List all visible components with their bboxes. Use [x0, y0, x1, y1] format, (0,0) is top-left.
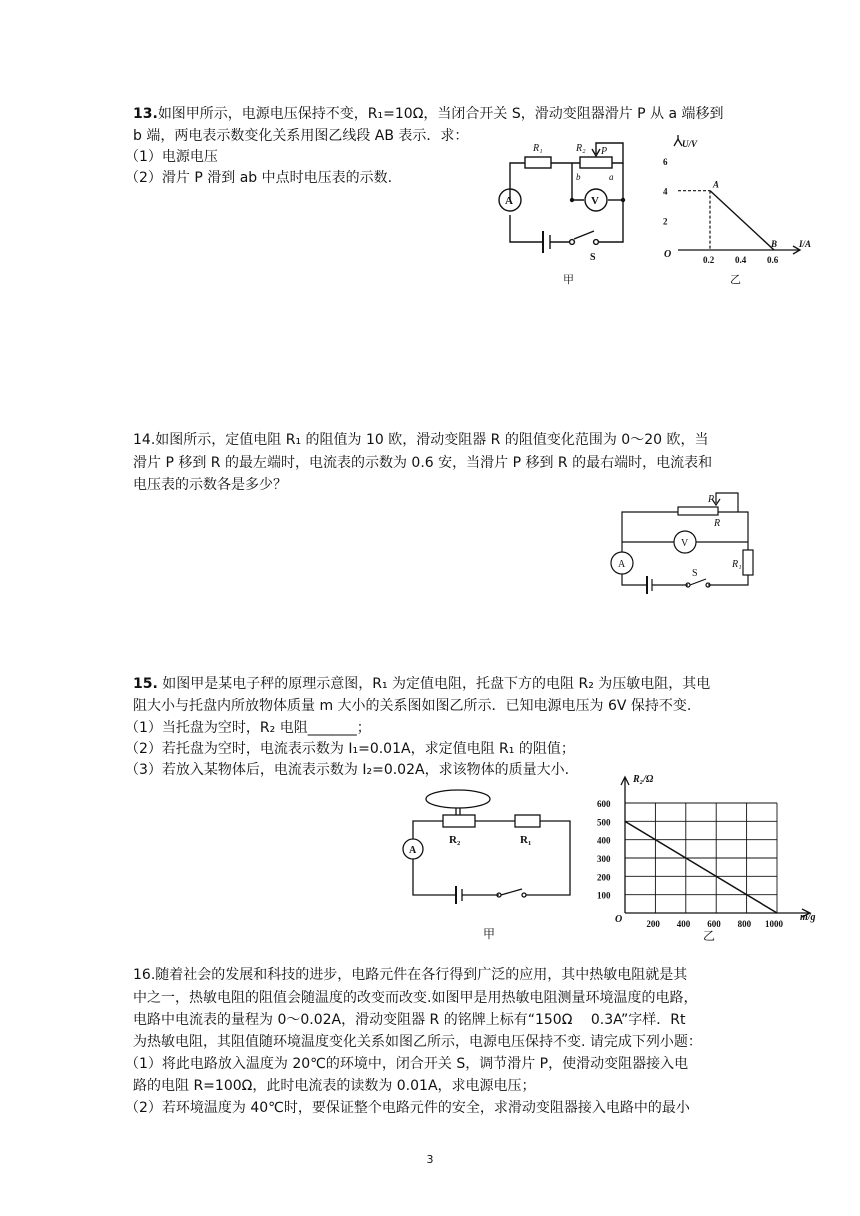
q14-voltmeter-label: V — [681, 538, 689, 549]
q13-circuit-diagram — [490, 135, 640, 285]
q15-x-tick: 600 — [707, 919, 721, 929]
q13-sub1: （1）电源电压 — [125, 149, 218, 165]
q13-sub2: （2）滑片 P 滑到 ab 中点时电压表的示数. — [125, 170, 393, 186]
q14-text-1: 如图所示，定值电阻 R₁ 的阻值为 10 欧，滑动变阻器 R 的阻值变化范围为 0～20 欧，当 — [155, 432, 709, 448]
q13-y-label: U/V — [682, 139, 698, 149]
q14-line1 — [133, 429, 708, 451]
q16-line1: 16.随着社会的发展和科技的进步，电路元件在各行得到广泛的应用，其中热敏电阻就是其 — [133, 967, 688, 983]
q14-r1-label: R₁ — [732, 559, 742, 570]
q16-sub1a: （1）将此电路放入温度为 20℃的环境中，闭合开关 S，调节滑片 P，使滑动变阻器接入电 — [125, 1056, 689, 1072]
q15-r2-sensor — [443, 815, 475, 827]
q13-p-label: P — [601, 146, 608, 157]
q15-y-tick: 200 — [597, 872, 611, 883]
q13-x-tick: 0.6 — [767, 255, 779, 265]
q15-number: 15. — [133, 676, 158, 692]
q15-x-label: m/g — [800, 912, 816, 923]
q13-r1-resistor — [525, 157, 551, 168]
q15-circuit-caption: 甲 — [483, 927, 496, 941]
q15-y-tick: 400 — [597, 835, 611, 846]
q15-sub1: （1）当托盘为空时，R₂ 电阻_______； — [125, 720, 371, 736]
q14-p-label: P — [708, 494, 715, 505]
q14-line2: 滑片 P 移到 R 的最左端时，电流表的示数为 0.6 安，当滑片 P 移到 R 的最右端时，电流表和 — [133, 455, 713, 471]
q15-r2-mass-graph — [595, 770, 830, 945]
q13-b-label: b — [576, 172, 581, 182]
q15-line2: 阻大小与托盘内所放物体质量 m 大小的关系图如图乙所示．已知电源电压为 6V 保持不变. — [133, 698, 692, 714]
q14-r1-resistor — [743, 550, 753, 575]
q13-y-tick: 6 — [663, 157, 668, 167]
q13-line1 — [133, 103, 724, 125]
q15-ammeter-label: A — [409, 845, 417, 856]
q16-sub2: （2）若环境温度为 40℃时，要保证整个电路元件的安全，求滑动变阻器接入电路中的最小 — [125, 1100, 690, 1116]
q13-circuit-caption: 甲 — [563, 274, 574, 286]
q13-r2-rheostat — [580, 157, 612, 168]
q15-sub3: （3）若放入某物体后，电流表示数为 I₂=0.02A，求该物体的质量大小. — [125, 762, 570, 778]
q13-number: 13. — [133, 106, 158, 122]
q14-switch-label: S — [692, 568, 698, 579]
q13-line2: b 端，两电表示数变化关系用图乙线段 AB 表示．求： — [133, 128, 469, 144]
q13-y-tick: 2 — [663, 216, 668, 227]
q15-graph-caption: 乙 — [703, 929, 716, 943]
q15-y-tick: 100 — [597, 890, 611, 901]
q15-data-line — [625, 821, 777, 913]
q13-r2-label: R₂ — [576, 143, 586, 154]
q15-tray — [426, 790, 490, 808]
q15-r1-label: R₁ — [520, 834, 532, 846]
q15-x-tick: 200 — [646, 919, 660, 929]
q14-ammeter-label: A — [618, 559, 626, 570]
q15-r1-resistor — [515, 815, 540, 827]
q16-line3: 电路中电流表的量程为 0～0.02A，滑动变阻器 R 的铭牌上标有“150Ω 0.3A”字样．Rt — [133, 1012, 686, 1028]
q15-x-tick: 400 — [676, 919, 691, 929]
q15-text-1: 如图甲是某电子秤的原理示意图，R₁ 为定值电阻，托盘下方的电阻 R₂ 为压敏电阻，其电 — [157, 676, 711, 692]
q13-x-label: I/A — [799, 239, 812, 249]
q14-rheostat-r — [678, 507, 718, 515]
q13-ui-graph — [660, 135, 820, 285]
q13-x-tick: 0.2 — [703, 255, 715, 265]
q13-point-a-label: A — [713, 179, 720, 190]
q15-circuit-diagram — [398, 785, 583, 945]
q13-x-tick: 0.4 — [735, 255, 747, 265]
q14-r-label: R — [714, 518, 721, 529]
q13-graph-caption: 乙 — [730, 274, 741, 286]
q13-ammeter-label: A — [505, 195, 513, 207]
q15-x-tick: 800 — [737, 919, 752, 929]
q13-segment-ab — [710, 191, 774, 250]
q15-y-tick: 300 — [597, 854, 611, 864]
q15-line1 — [133, 673, 710, 695]
q16-sub1b: 路的电阻 R=100Ω，此时电流表的读数为 0.01A，求电源电压； — [133, 1078, 536, 1094]
q13-y-tick: 4 — [663, 186, 668, 197]
q15-r2-label: R₂ — [449, 834, 461, 846]
q15-sub2: （2）若托盘为空时，电流表示数为 I₁=0.01A，求定值电阻 R₁ 的阻值； — [125, 741, 575, 757]
q13-origin-label: O — [664, 249, 672, 260]
q13-switch-label: S — [590, 252, 596, 263]
q13-a-label: a — [609, 172, 614, 182]
q14-line3: 电压表的示数各是多少？ — [133, 477, 287, 493]
page-number: 3 — [426, 1153, 434, 1166]
q14-number: 14. — [133, 432, 156, 448]
q15-y-tick: 500 — [597, 817, 611, 828]
q13-voltmeter-label: V — [591, 195, 599, 207]
q14-circuit-diagram — [608, 488, 753, 598]
q15-y-label: R₂/Ω — [633, 774, 654, 785]
q15-x-tick: 1000 — [765, 919, 783, 929]
q13-text-1: 如图甲所示，电源电压保持不变，R₁=10Ω，当闭合开关 S，滑动变阻器滑片 P 从 a 端移到 — [157, 106, 724, 122]
q13-point-b-label: B — [771, 239, 778, 249]
q16-line4: 为热敏电阻，其阻值随环境温度变化关系如图乙所示，电源电压保持不变. 请完成下列小题： — [133, 1034, 702, 1050]
q15-origin-label: O — [615, 914, 623, 925]
q15-y-tick: 600 — [597, 799, 611, 809]
q16-line2: 中之一，热敏电阻的阻值会随温度的改变而改变.如图甲是用热敏电阻测量环境温度的电路， — [133, 990, 698, 1006]
q13-r1-label: R₁ — [533, 143, 543, 154]
